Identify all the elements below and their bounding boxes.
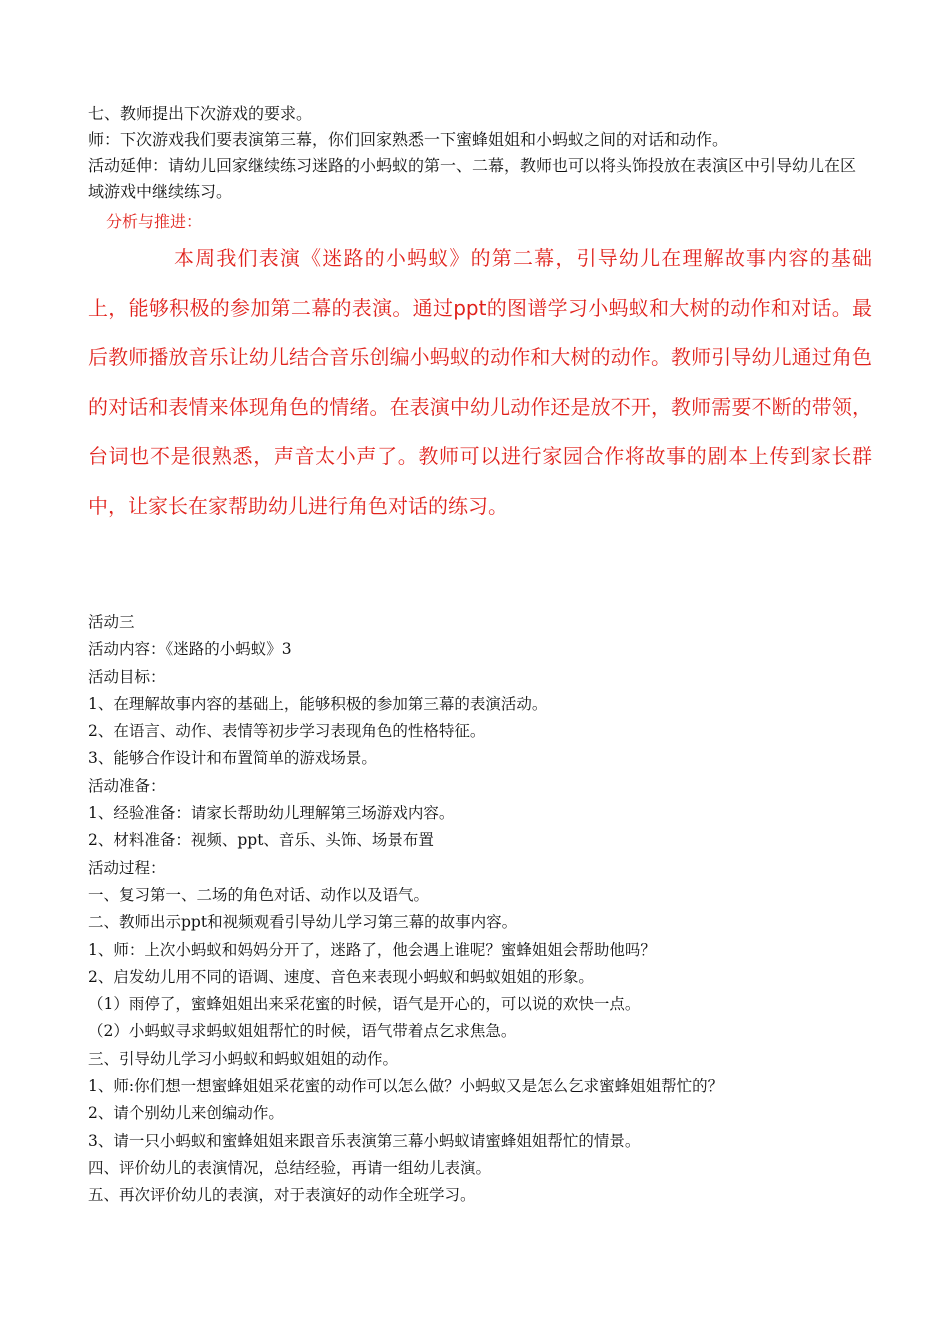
process-step: 2、启发幼儿用不同的语调、速度、音色来表现小蚂蚁和蚂蚁姐姐的形象。 bbox=[88, 967, 594, 986]
process-step: 3、请一只小蚂蚁和蜜蜂姐姐来跟音乐表演第三幕小蚂蚁请蜜蜂姐姐帮忙的情景。 bbox=[88, 1131, 641, 1150]
goal-item: 2、在语言、动作、表情等初步学习表现角色的性格特征。 bbox=[88, 722, 486, 741]
process-step: 2、请个别幼儿来创编动作。 bbox=[88, 1104, 284, 1123]
process-step: 四、评价幼儿的表演情况，总结经验，再请一组幼儿表演。 bbox=[88, 1158, 492, 1177]
prep-label: 活动准备： bbox=[88, 776, 166, 795]
process-step: 二、教师出示ppt和视频观看引导幼儿学习第三幕的故事内容。 bbox=[88, 913, 518, 932]
goals-label: 活动目标： bbox=[88, 667, 166, 686]
process-step: 1、师：上次小蚂蚁和妈妈分开了，迷路了，他会遇上谁呢？蜜蜂姐姐会帮助他吗？ bbox=[88, 940, 656, 959]
activity-title: 活动三 bbox=[88, 613, 135, 631]
activity-content: 活动内容：《迷路的小蚂蚁》3 bbox=[88, 640, 292, 659]
goal-item: 1、在理解故事内容的基础上，能够积极的参加第三幕的表演活动。 bbox=[88, 694, 548, 713]
process-label: 活动过程： bbox=[88, 858, 166, 877]
activity-extension: 活动延伸：请幼儿回家继续练习迷路的小蚂蚁的第一、二幕，教师也可以将头饰投放在表演区中引导幼儿在区域游戏中继续练习。 bbox=[88, 156, 857, 201]
analysis-body: 本周我们表演《迷路的小蚂蚁》的第二幕，引导幼儿在理解故事内容的基础上，能够积极的参加第二幕的表演。通过ppt的图谱学习小蚂蚁和大树的动作和对话。最后教师播放音乐让幼儿结合音乐创编小蚂蚁的动作和大树的动作。教师引导幼儿通过角色的对话和表情来体现角色的情绪。在表演中幼儿动作还是放不开，教师需要不断的带领，台词也不是很熟悉，声音太小声了。教师可以进行家园合作将故事的剧本上传到家长群中，让家长在家帮助幼儿进行角色对话的练习。 bbox=[88, 246, 872, 518]
prep-item: 1、经验准备：请家长帮助幼儿理解第三场游戏内容。 bbox=[88, 804, 455, 823]
prep-item: 2、材料准备：视频、ppt、音乐、头饰、场景布置 bbox=[88, 831, 434, 850]
process-step: （1）雨停了，蜜蜂姐姐出来采花蜜的时候，语气是开心的，可以说的欢快一点。 bbox=[88, 995, 641, 1014]
process-step: （2）小蚂蚁寻求蚂蚁姐姐帮忙的时候，语气带着点乞求焦急。 bbox=[88, 1022, 517, 1041]
top-section bbox=[88, 101, 868, 205]
teacher-line: 师：下次游戏我们要表演第三幕，你们回家熟悉一下蜜蜂姐姐和小蚂蚁之间的对话和动作。 bbox=[88, 130, 729, 149]
process-step: 1、师:你们想一想蜜蜂姐姐采花蜜的动作可以怎么做？小蚂蚁又是怎么乞求蜜蜂姐姐帮忙的？ bbox=[88, 1077, 724, 1096]
step-seven: 七、教师提出下次游戏的要求。 bbox=[88, 104, 313, 123]
process-step: 五、再次评价幼儿的表演，对于表演好的动作全班学习。 bbox=[88, 1186, 476, 1205]
analysis-heading: 分析与推进： bbox=[106, 212, 203, 231]
goal-item: 3、能够合作设计和布置简单的游戏场景。 bbox=[88, 749, 377, 768]
process-step: 一、复习第一、二场的角色对话、动作以及语气。 bbox=[88, 885, 430, 904]
process-step: 三、引导幼儿学习小蚂蚁和蚂蚁姐姐的动作。 bbox=[88, 1049, 399, 1068]
activity-three-section bbox=[88, 609, 878, 1210]
